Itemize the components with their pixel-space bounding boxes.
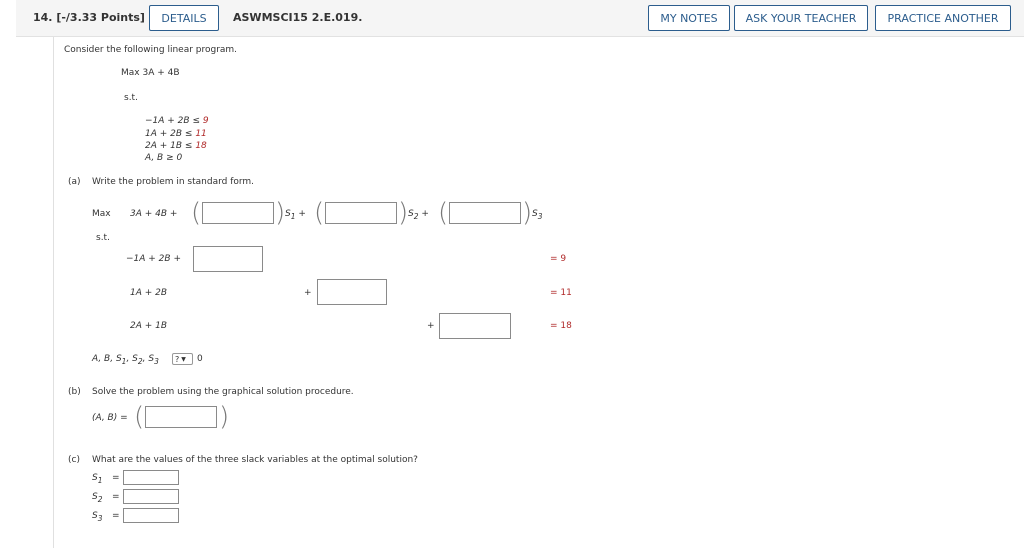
practice-another-button[interactable]: PRACTICE ANOTHER [875, 5, 1011, 31]
open-paren: ( [191, 198, 202, 228]
part-c-question: What are the values of the three slack variables at the optimal solution? [92, 455, 418, 465]
question-content [53, 37, 1024, 548]
close-paren: ) [522, 198, 533, 228]
constraint-1: −1A + 2B ≤ 9 [145, 116, 209, 126]
constraint-2: 1A + 2B ≤ 11 [145, 129, 207, 139]
row1-slack-input[interactable] [193, 246, 263, 272]
close-paren: ) [398, 198, 409, 228]
chevron-down-icon: ▼ [181, 355, 186, 363]
inequality-select[interactable] [172, 353, 193, 365]
std-nonneg-vars: A, B, $S_1$, $S_2$, $S_3$ [92, 354, 159, 366]
open-paren: ( [314, 198, 325, 228]
slack-s3-label: $S_3$ [92, 511, 103, 523]
ab-label: (A, B) = [92, 413, 128, 423]
my-notes-button[interactable]: MY NOTES [648, 5, 730, 31]
std-row2-plus: + [304, 288, 312, 298]
std-row3-plus: + [427, 321, 435, 331]
row2-slack-input[interactable] [317, 279, 387, 305]
std-row1-rhs: = 9 [550, 254, 567, 264]
slack-s1-input[interactable] [123, 470, 179, 485]
slack-s3-input[interactable] [123, 508, 179, 523]
constraint-3-rhs: 18 [195, 141, 207, 151]
assignment-code: ASWMSCI15 2.E.019. [233, 11, 363, 24]
slack-s2-input[interactable] [123, 489, 179, 504]
details-button[interactable]: DETAILS [149, 5, 219, 31]
row3-slack-input[interactable] [439, 313, 511, 339]
std-row1-lhs: −1A + 2B + [126, 254, 181, 264]
ab-solution-input[interactable] [145, 406, 217, 428]
close-paren: ) [275, 198, 286, 228]
constraint-1-rhs: 9 [202, 116, 209, 126]
slack-s3-eq: = [112, 511, 120, 521]
s3-coefficient-input[interactable] [449, 202, 521, 224]
s1-coefficient-input[interactable] [202, 202, 274, 224]
std-max-label: Max [92, 209, 111, 219]
std-objective: 3A + 4B + [130, 209, 178, 219]
part-b-question: Solve the problem using the graphical solution procedure. [92, 387, 354, 397]
constraint-2-rhs: 11 [195, 129, 207, 139]
part-a-question: Write the problem in standard form. [92, 177, 255, 187]
std-st-label: s.t. [96, 233, 110, 243]
open-paren: ( [438, 198, 449, 228]
ask-teacher-button[interactable]: ASK YOUR TEACHER [734, 5, 868, 31]
s2-term: $S_2$ + [408, 209, 429, 221]
std-nonneg-zero: 0 [197, 354, 203, 364]
std-row3-lhs: 2A + 1B [130, 321, 168, 331]
part-a-label: (a) [68, 177, 81, 187]
objective-line: Max 3A + 4B [121, 68, 180, 78]
constraint-3: 2A + 1B ≤ 18 [145, 141, 207, 151]
s3-term: $S_3$ [532, 209, 543, 221]
slack-s1-eq: = [112, 473, 120, 483]
st-label: s.t. [124, 93, 138, 103]
slack-s2-label: $S_2$ [92, 492, 103, 504]
s1-term: $S_1$ + [285, 209, 306, 221]
constraint-nonneg: A, B ≥ 0 [145, 153, 183, 163]
slack-s2-eq: = [112, 492, 120, 502]
question-number: 14. [-/3.33 Points] [33, 11, 145, 24]
select-value: ? [175, 354, 180, 364]
part-c-label: (c) [68, 455, 80, 465]
std-row3-rhs: = 18 [550, 321, 572, 331]
close-paren: ) [219, 402, 230, 432]
std-row2-lhs: 1A + 2B [130, 288, 168, 298]
open-paren: ( [134, 402, 145, 432]
problem-intro: Consider the following linear program. [64, 45, 238, 55]
question-header [16, 0, 1024, 37]
slack-s1-label: $S_1$ [92, 473, 103, 485]
s2-coefficient-input[interactable] [325, 202, 397, 224]
part-b-label: (b) [68, 387, 81, 397]
std-row2-rhs: = 11 [550, 288, 572, 298]
